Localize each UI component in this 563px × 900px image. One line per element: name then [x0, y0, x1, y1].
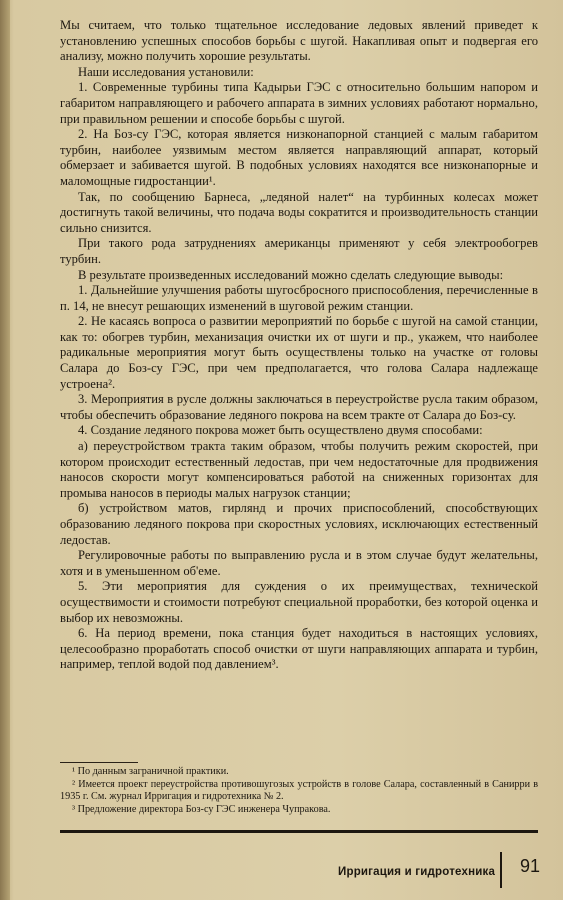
paragraph: Мы считаем, что только тщательное исследование ледовых явлений приведет к установлению успешных способов борьбы с шугой. Накапливая опыт и подвергая его анализу, можно получить хорошие результаты. [60, 18, 538, 64]
paragraph: 2. На Боз-су ГЭС, которая является низконапорной станцией с малым габаритом турбин, наиболее уязвимым местом является направляющий аппарат, который обмерзает и забивается шугой. В подобных условиях находятся все низконапорные и маломощные гидростанции¹. [60, 127, 538, 188]
journal-title: Ирригация и гидротехника [338, 866, 496, 878]
paragraph: 4. Создание ледяного покрова может быть осуществлено двумя способами: [78, 423, 483, 438]
footnotes [60, 762, 538, 816]
page-footer [0, 858, 563, 888]
footnote: ³ Предложение директора Боз-су ГЭС инженера Чупракова. [72, 803, 331, 815]
footnote: ¹ По данным заграничной практики. [72, 766, 229, 777]
paragraph: При такого рода затруднениях американцы применяют у себя электрообогрев турбин. [60, 236, 538, 266]
paragraph: а) переустройством тракта таким образом, чтобы получить режим скоростей, при котором происходит естественный ледостав, при чем недостаточные для продвижения наносов скорости могут компенсироваться работой на сниженных горизонтах для промыва наносов в периоды малых нагрузок станции; [60, 439, 538, 500]
footnote-rule [60, 762, 138, 763]
paragraph: 3. Мероприятия в русле должны заключаться в переустройстве русла таким образом, чтобы обеспечить образование ледяного покрова на всем тракте от Салара до Боз-су. [60, 392, 538, 422]
paragraph: В результате произведенных исследований можно сделать следующие выводы: [78, 267, 504, 282]
paragraph: Регулировочные работы по выправлению русла и в этом случае будут желательны, хотя и в уменьшенном об'еме. [60, 548, 538, 578]
page-binding-edge [0, 0, 10, 900]
paragraph: Так, по сообщению Барнеса, „ледяной налет“ на турбинных колесах может достигнуть такой величины, что подача воды сократится и производительность станции сильно снизится. [60, 189, 538, 235]
paragraph: 1. Дальнейшие улучшения работы шугосбросного приспособления, перечисленные в п. 14, не внесут решающих изменений в шуговой режим станции. [60, 283, 538, 313]
paragraph: 2. Не касаясь вопроса о развитии мероприятий по борьбе с шугой на самой станции, как то: обогрев турбин, механизация очистки их от шуги и пр., укажем, что наиболее радикальные мероприятия могут быть осуществлены только на участке от головы Салара до Боз-су ГЭС, при чем предполагается, что голова Салара надлежаще устроена². [60, 314, 538, 391]
paragraph: Наши исследования установили: [78, 64, 254, 79]
paragraph: 5. Эти мероприятия для суждения о их преимуществах, технической осуществимости и стоимости потребуют специальной проработки, без которой оценка и выбор их невозможны. [60, 579, 538, 625]
footer-separator [500, 852, 502, 888]
paragraph: 6. На период времени, пока станция будет находиться в настоящих условиях, целесообразно проработать способ очистки от шуги направляющих аппарата и турбин, например, теплой водой под давлением³. [60, 626, 538, 672]
footnote: ² Имеется проект переустройства противошугозых устройств в голове Салара, составленный в Санирри в 1935 г. См. журнал Ирригация и гидротехника № 2. [60, 778, 538, 803]
page-number: 91 [520, 856, 541, 876]
paragraph: б) устройством матов, гирлянд и прочих приспособлений, способствующих образованию ледяного покрова при скоростных условиях, исключающих естественный ледостав. [60, 501, 538, 547]
footer-rule [60, 830, 538, 833]
paragraph: 1. Современные турбины типа Кадырьи ГЭС с относительно большим напором и габаритом направляющего и рабочего аппарата в зимних условиях работают нормально, при правильном решении и способе борьбы с шугой. [60, 80, 538, 126]
body-text [60, 18, 538, 673]
